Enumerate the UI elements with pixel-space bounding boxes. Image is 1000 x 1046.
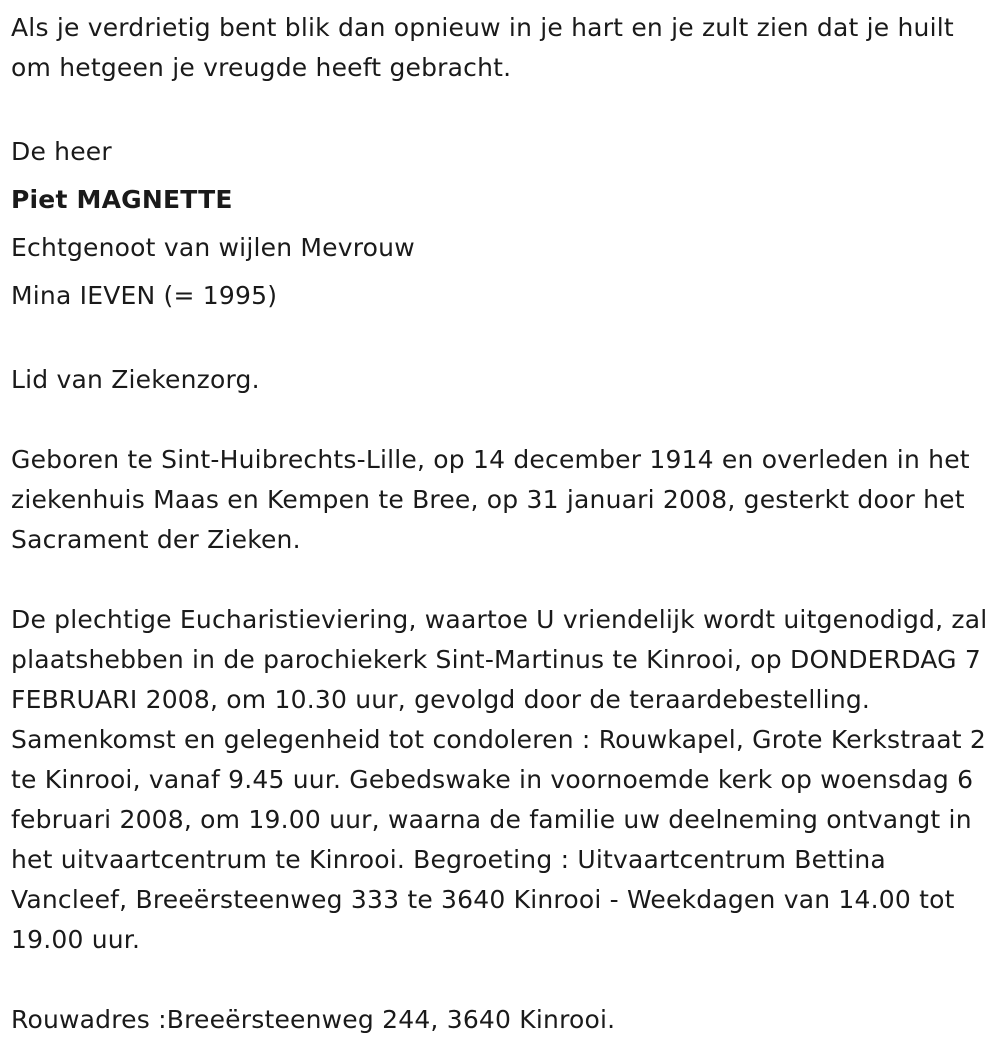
spouse-line-2: Mina IEVEN (= 1995) [11,281,278,310]
membership-line: Lid van Ziekenzorg. [11,365,260,394]
spouse-line-1: Echtgenoot van wijlen Mevrouw [11,233,415,262]
spacer [11,960,990,1000]
deceased-name: Piet MAGNETTE [11,185,233,214]
spacer [11,400,990,440]
birth-death-paragraph: Geboren te Sint-Huibrechts-Lille, op 14 december 1914 en overleden in het ziekenhuis Maas en Kempen te Bree, op 31 januari 2008, gesterkt door het Sacrament der Zieken. [11,445,970,554]
ceremony-paragraph: De plechtige Eucharistieviering, waartoe U vriendelijk wordt uitgenodigd, zal plaatshebben in de parochiekerk Sint-Martinus te Kinrooi, op DONDERDAG 7 FEBRUARI 2008, om 10.30 uur, gevolgd door de teraardebestelling. Samenkomst en gelegenheid tot condoleren : Rouwkapel, Grote Kerkstraat 2 te Kinrooi, vanaf 9.45 uur. Gebedswake in voornoemde kerk op woensdag 6 februari 2008, om 19.00 uur, waarna de familie uw deelneming ontvangt in het uitvaartcentrum te Kinrooi. Begroeting : Uitvaartcentrum Bettina Vancleef, Breeërsteenweg 333 te 3640 Kinrooi - Weekdagen van 14.00 tot 19.00 uur. [11,605,988,954]
mourning-address: Rouwadres :Breeërsteenweg 244, 3640 Kinrooi. [11,1005,616,1034]
spacer [11,88,990,128]
quote-paragraph: Als je verdrietig bent blik dan opnieuw in je hart en je zult zien dat je huilt om hetgeen je vreugde heeft gebracht. [11,13,954,82]
salutation: De heer [11,137,112,166]
spacer [11,560,990,600]
spacer [11,320,990,360]
